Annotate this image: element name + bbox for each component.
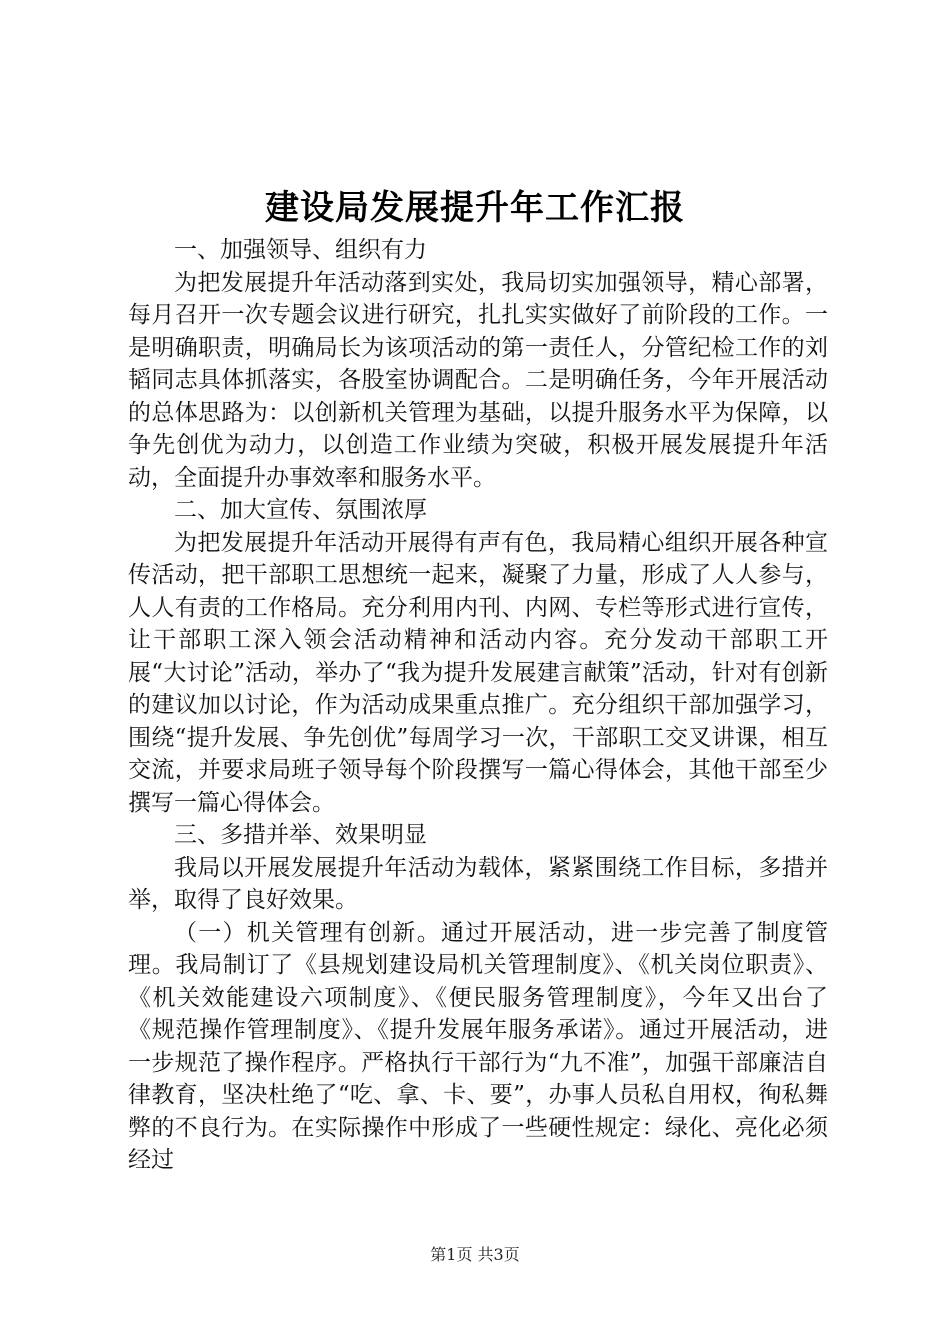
document-body — [128, 234, 828, 1177]
body-paragraph-4: （一）机关管理有创新。通过开展活动，进一步完善了制度管理。我局制订了《县规划建设局机关管理制度》、《机关岗位职责》、《机关效能建设六项制度》、《便民服务管理制度》，今年又出台了《规范操作管理制度》、《提升发展年服务承诺》。通过开展活动，进一步规范了操作程序。严格执行干部行为“九不准”，加强干部廉洁自律教育，坚决杜绝了“吃、拿、卡、要”，办事人员私自用权，徇私舞弊的不良行为。在实际操作中形成了一些硬性规定：绿化、亮化必须经过 — [128, 919, 828, 1173]
page-number-footer: 第1页 共3页 — [430, 1245, 520, 1264]
body-paragraph-3: 我局以开展发展提升年活动为载体，紧紧围绕工作目标，多措并举，取得了良好效果。 — [128, 854, 828, 913]
body-paragraph-2: 为把发展提升年活动开展得有声有色，我局精心组织开展各种宣传活动，把干部职工思想统一起来，凝聚了力量，形成了人人参与，人人有责的工作格局。充分利用内刊、内网、专栏等形式进行宣传，让干部职工深入领会活动精神和活动内容。充分发动干部职工开展“大讨论”活动，举办了“我为提升发展建言献策”活动，针对有创新的建议加以讨论，作为活动成果重点推广。充分组织干部加强学习，围绕“提升发展、争先创优”每周学习一次，干部职工交叉讲课，相互交流，并要求局班子领导每个阶段撰写一篇心得体会，其他干部至少撰写一篇心得体会。 — [128, 529, 828, 816]
section-heading-1: 一、加强领导、组织有力 — [174, 237, 427, 263]
section-heading-3: 三、多措并举、效果明显 — [174, 822, 427, 848]
section-heading-2: 二、加大宣传、氛围浓厚 — [174, 497, 427, 523]
body-paragraph-1: 为把发展提升年活动落到实处，我局切实加强领导，精心部署，每月召开一次专题会议进行研究，扎扎实实做好了前阶段的工作。一是明确职责，明确局长为该项活动的第一责任人，分管纪检工作的刘韬同志具体抓落实，各股室协调配合。二是明确任务，今年开展活动的总体思路为：以创新机关管理为基础，以提升服务水平为保障，以争先创优为动力，以创造工作业绩为突破，积极开展发展提升年活动，全面提升办事效率和服务水平。 — [128, 269, 828, 491]
document-title: 建设局发展提升年工作汇报 — [265, 188, 685, 228]
